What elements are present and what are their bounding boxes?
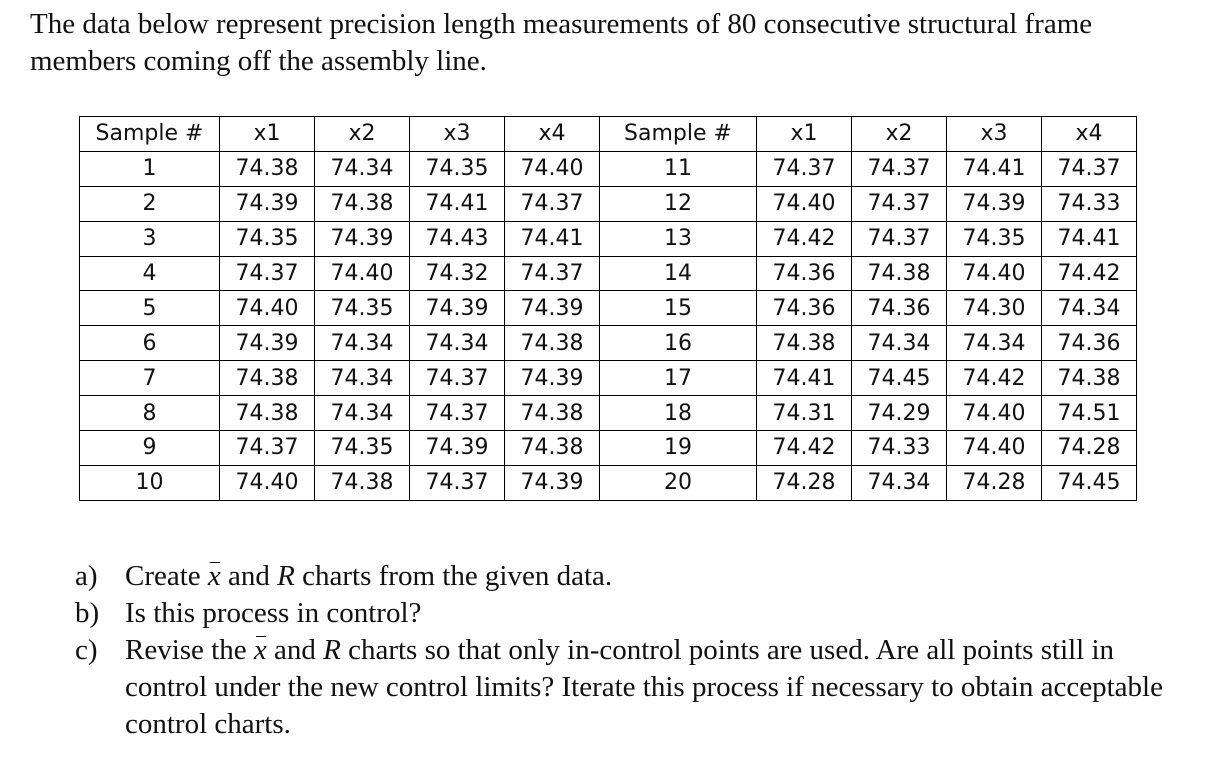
measurements-table bbox=[79, 116, 1137, 501]
measurement-cell: 74.39 bbox=[505, 465, 600, 500]
measurement-cell: 74.34 bbox=[852, 326, 947, 361]
sample-number-cell: 11 bbox=[600, 151, 757, 186]
measurement-cell: 74.37 bbox=[410, 361, 505, 396]
question-c bbox=[75, 632, 1200, 743]
measurement-cell: 74.42 bbox=[757, 431, 852, 466]
measurement-cell: 74.37 bbox=[505, 256, 600, 291]
table-row bbox=[80, 361, 1137, 396]
measurement-cell: 74.31 bbox=[757, 396, 852, 431]
measurement-cell: 74.34 bbox=[315, 326, 410, 361]
measurement-cell: 74.41 bbox=[505, 221, 600, 256]
measurement-cell: 74.38 bbox=[505, 431, 600, 466]
measurement-cell: 74.34 bbox=[947, 326, 1042, 361]
column-header: Sample # bbox=[600, 117, 757, 152]
measurement-cell: 74.33 bbox=[852, 431, 947, 466]
sample-number-cell: 6 bbox=[80, 326, 220, 361]
measurement-cell: 74.45 bbox=[852, 361, 947, 396]
measurement-cell: 74.34 bbox=[852, 465, 947, 500]
column-header: x1 bbox=[757, 117, 852, 152]
measurement-cell: 74.28 bbox=[947, 465, 1042, 500]
sample-number-cell: 7 bbox=[80, 361, 220, 396]
sample-number-cell: 2 bbox=[80, 186, 220, 221]
question-text bbox=[125, 632, 1200, 743]
sample-number-cell: 16 bbox=[600, 326, 757, 361]
measurement-cell: 74.29 bbox=[852, 396, 947, 431]
measurement-cell: 74.39 bbox=[220, 186, 315, 221]
column-header: x2 bbox=[315, 117, 410, 152]
measurement-cell: 74.35 bbox=[947, 221, 1042, 256]
measurement-cell: 74.34 bbox=[410, 326, 505, 361]
measurement-cell: 74.36 bbox=[1042, 326, 1137, 361]
table-row bbox=[80, 256, 1137, 291]
measurement-cell: 74.30 bbox=[947, 291, 1042, 326]
table-row bbox=[80, 326, 1137, 361]
measurement-cell: 74.34 bbox=[315, 361, 410, 396]
measurement-cell: 74.38 bbox=[505, 396, 600, 431]
xbar-symbol: x bbox=[254, 632, 267, 669]
measurement-cell: 74.38 bbox=[220, 361, 315, 396]
measurement-cell: 74.39 bbox=[505, 361, 600, 396]
measurement-cell: 74.39 bbox=[947, 186, 1042, 221]
measurement-cell: 74.40 bbox=[757, 186, 852, 221]
sample-number-cell: 8 bbox=[80, 396, 220, 431]
text-fragment: and bbox=[266, 634, 324, 666]
measurement-cell: 74.39 bbox=[220, 326, 315, 361]
table-row bbox=[80, 291, 1137, 326]
problem-intro: The data below represent precision length measurements of 80 consecutive structural frame members coming off the assembly line. bbox=[30, 8, 1093, 77]
text-fragment: charts so that only in-control points are used. Are all points still in control under the new control limits? Iterate this process if necessary to obtain acceptable control charts. bbox=[125, 634, 1163, 740]
table-row bbox=[80, 151, 1137, 186]
measurement-cell: 74.41 bbox=[410, 186, 505, 221]
sample-number-cell: 13 bbox=[600, 221, 757, 256]
table-row bbox=[80, 221, 1137, 256]
question-list bbox=[75, 558, 1200, 743]
question-b bbox=[75, 595, 1200, 632]
xbar-symbol: x bbox=[208, 558, 221, 595]
measurement-cell: 74.40 bbox=[947, 256, 1042, 291]
measurement-cell: 74.40 bbox=[505, 151, 600, 186]
measurement-cell: 74.42 bbox=[757, 221, 852, 256]
measurement-cell: 74.38 bbox=[1042, 361, 1137, 396]
measurement-cell: 74.40 bbox=[220, 291, 315, 326]
table-header-row bbox=[80, 117, 1137, 152]
measurement-cell: 74.37 bbox=[410, 465, 505, 500]
measurement-cell: 74.42 bbox=[947, 361, 1042, 396]
sample-number-cell: 5 bbox=[80, 291, 220, 326]
measurement-cell: 74.38 bbox=[757, 326, 852, 361]
column-header: x4 bbox=[505, 117, 600, 152]
table-row bbox=[80, 465, 1137, 500]
measurement-cell: 74.45 bbox=[1042, 465, 1137, 500]
column-header: x1 bbox=[220, 117, 315, 152]
column-header: x2 bbox=[852, 117, 947, 152]
measurement-cell: 74.39 bbox=[315, 221, 410, 256]
measurement-cell: 74.37 bbox=[220, 431, 315, 466]
measurement-cell: 74.35 bbox=[315, 291, 410, 326]
sample-number-cell: 4 bbox=[80, 256, 220, 291]
measurement-cell: 74.41 bbox=[1042, 221, 1137, 256]
sample-number-cell: 18 bbox=[600, 396, 757, 431]
measurement-cell: 74.36 bbox=[852, 291, 947, 326]
measurement-cell: 74.32 bbox=[410, 256, 505, 291]
table-body bbox=[80, 151, 1137, 500]
measurement-cell: 74.38 bbox=[852, 256, 947, 291]
sample-number-cell: 14 bbox=[600, 256, 757, 291]
measurement-cell: 74.40 bbox=[315, 256, 410, 291]
measurement-cell: 74.38 bbox=[220, 151, 315, 186]
measurement-cell: 74.34 bbox=[315, 396, 410, 431]
measurement-cell: 74.38 bbox=[315, 186, 410, 221]
column-header: Sample # bbox=[80, 117, 220, 152]
measurement-cell: 74.42 bbox=[1042, 256, 1137, 291]
sample-number-cell: 1 bbox=[80, 151, 220, 186]
measurement-cell: 74.36 bbox=[757, 256, 852, 291]
measurement-cell: 74.37 bbox=[757, 151, 852, 186]
measurement-cell: 74.34 bbox=[1042, 291, 1137, 326]
column-header: x4 bbox=[1042, 117, 1137, 152]
sample-number-cell: 12 bbox=[600, 186, 757, 221]
table-row bbox=[80, 186, 1137, 221]
measurement-cell: 74.37 bbox=[852, 186, 947, 221]
measurement-cell: 74.33 bbox=[1042, 186, 1137, 221]
column-header: x3 bbox=[410, 117, 505, 152]
measurement-cell: 74.40 bbox=[947, 431, 1042, 466]
measurement-cell: 74.51 bbox=[1042, 396, 1137, 431]
measurement-cell: 74.38 bbox=[220, 396, 315, 431]
question-text bbox=[125, 558, 1200, 595]
measurement-cell: 74.39 bbox=[410, 291, 505, 326]
measurement-cell: 74.37 bbox=[505, 186, 600, 221]
measurement-cell: 74.38 bbox=[315, 465, 410, 500]
text-fragment: charts from the given data. bbox=[294, 560, 613, 592]
measurement-cell: 74.28 bbox=[757, 465, 852, 500]
sample-number-cell: 9 bbox=[80, 431, 220, 466]
text-fragment: and bbox=[220, 560, 278, 592]
measurement-cell: 74.38 bbox=[505, 326, 600, 361]
measurement-cell: 74.41 bbox=[757, 361, 852, 396]
sample-number-cell: 3 bbox=[80, 221, 220, 256]
table-row bbox=[80, 396, 1137, 431]
sample-number-cell: 19 bbox=[600, 431, 757, 466]
measurement-cell: 74.36 bbox=[757, 291, 852, 326]
column-header: x3 bbox=[947, 117, 1042, 152]
measurement-cell: 74.34 bbox=[315, 151, 410, 186]
measurement-cell: 74.37 bbox=[410, 396, 505, 431]
measurement-cell: 74.41 bbox=[947, 151, 1042, 186]
text-fragment: Revise the bbox=[125, 634, 254, 666]
question-label: a) bbox=[75, 560, 98, 592]
measurement-cell: 74.37 bbox=[852, 221, 947, 256]
r-symbol: R bbox=[323, 634, 341, 666]
measurement-cell: 74.35 bbox=[220, 221, 315, 256]
measurement-cell: 74.37 bbox=[1042, 151, 1137, 186]
sample-number-cell: 10 bbox=[80, 465, 220, 500]
measurement-cell: 74.39 bbox=[505, 291, 600, 326]
measurement-cell: 74.40 bbox=[220, 465, 315, 500]
question-label: b) bbox=[75, 597, 100, 629]
measurement-cell: 74.35 bbox=[315, 431, 410, 466]
measurement-cell: 74.43 bbox=[410, 221, 505, 256]
measurement-cell: 74.37 bbox=[220, 256, 315, 291]
question-text: Is this process in control? bbox=[125, 597, 422, 629]
measurement-cell: 74.40 bbox=[947, 396, 1042, 431]
question-label: c) bbox=[75, 634, 98, 666]
question-a bbox=[75, 558, 1200, 595]
sample-number-cell: 15 bbox=[600, 291, 757, 326]
measurement-cell: 74.35 bbox=[410, 151, 505, 186]
measurement-cell: 74.39 bbox=[410, 431, 505, 466]
measurement-cell: 74.28 bbox=[1042, 431, 1137, 466]
text-fragment: Create bbox=[125, 560, 208, 592]
r-symbol: R bbox=[277, 560, 295, 592]
measurement-cell: 74.37 bbox=[852, 151, 947, 186]
sample-number-cell: 20 bbox=[600, 465, 757, 500]
sample-number-cell: 17 bbox=[600, 361, 757, 396]
table-row bbox=[80, 431, 1137, 466]
